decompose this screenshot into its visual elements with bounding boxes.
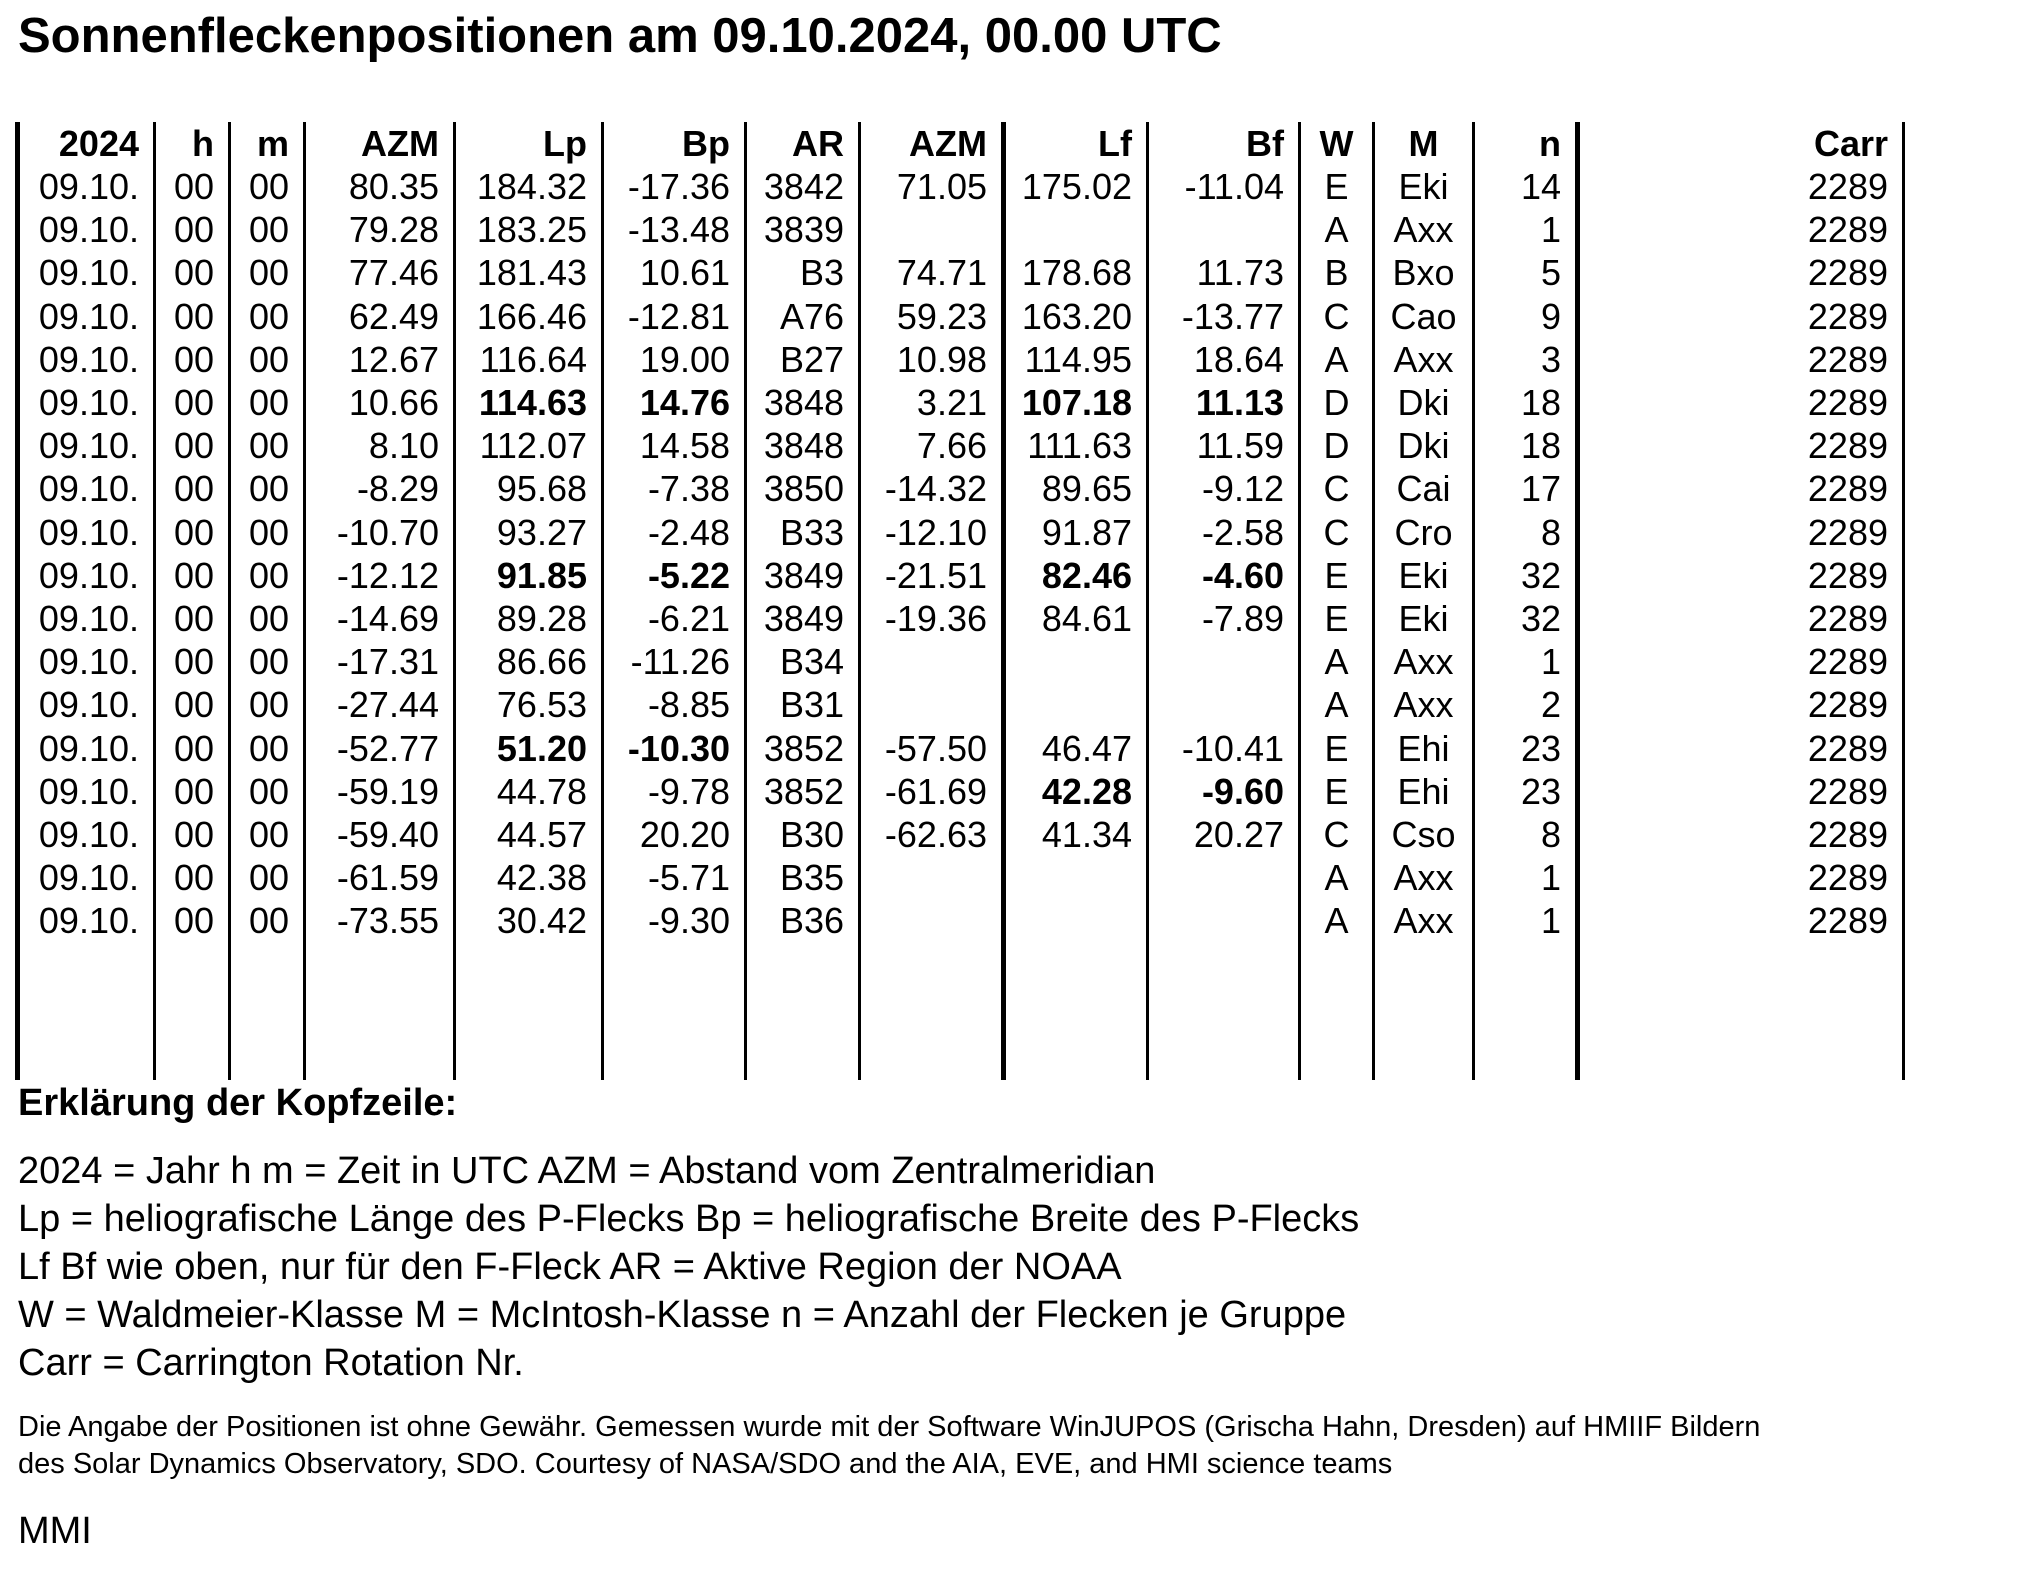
table-cell: 00 [173,727,214,769]
table-cell: 42.28 [1041,770,1132,812]
table-cell: -7.89 [1201,598,1284,639]
table-cell: -52.77 [336,727,439,769]
table-cell: Ehi [1397,770,1450,812]
table-cell: 62.49 [348,295,439,337]
table-cell: B34 [779,641,844,683]
table-cell: E [1324,727,1349,769]
page-title: Sonnenfleckenpositionen am 09.10.2024, 00.00 UTC [18,9,1222,63]
table-cell: 00 [173,684,214,726]
table-cell: 09.10. [38,641,139,683]
table-cell: 163.20 [1021,295,1132,337]
table-cell: 3839 [763,209,844,251]
table-cell: Axx [1393,900,1454,942]
table-cell [861,899,987,942]
table-cell: -17.31 [336,641,439,683]
table-cell: -9.78 [647,770,730,812]
table-cell: 00 [173,468,214,510]
table-cell [1149,208,1284,251]
table-cell: -11.04 [1184,166,1284,207]
table-cell: 178.68 [1021,252,1132,294]
table-cell: 3852 [763,770,844,812]
table-cell: 14.58 [639,425,730,467]
table-cell: 89.28 [496,598,587,639]
table-cell: 2289 [1807,857,1888,899]
column-header: Lp [543,123,587,164]
column-header: W [1319,123,1354,164]
table-cell: 2289 [1807,770,1888,812]
table-cell: Eki [1398,166,1449,207]
table-cell: E [1324,770,1349,812]
table-cell [861,683,987,726]
column-header: Lf [1098,123,1132,164]
table-cell: 2289 [1807,684,1888,726]
table-cell: 00 [173,295,214,337]
table-cell: Cro [1394,511,1453,553]
table-cell: A [1324,857,1349,899]
table-cell: -5.71 [647,857,730,899]
table-cell: 95.68 [496,468,587,510]
table-cell: 82.46 [1041,554,1132,596]
table-cell: Dki [1397,382,1450,423]
table-cell: 3 [1540,338,1561,380]
table-cell: 11.13 [1195,382,1284,423]
table-cell: 00 [173,900,214,942]
table-cell: 10.98 [896,338,987,380]
table-cell: -73.55 [336,900,439,942]
table-cell: Dki [1397,425,1450,467]
table-cell: Cso [1391,814,1456,855]
table-cell: -7.38 [647,468,730,510]
table-cell: 19.00 [639,338,730,380]
disclaimer-line: des Solar Dynamics Observatory, SDO. Courtesy of NASA/SDO and the AIA, EVE, and HMI science teams [18,1448,1393,1480]
column-header: AZM [909,123,987,164]
table-cell: 2289 [1807,598,1888,639]
table-cell: -4.60 [1201,554,1284,596]
table-cell: 00 [248,338,289,380]
table-cell: 2289 [1807,252,1888,294]
table-cell: -61.69 [884,770,987,812]
table-cell: 2289 [1807,641,1888,683]
column-header: 2024 [58,123,139,164]
table-cell: -8.29 [356,468,439,510]
table-cell: B35 [779,857,844,899]
table-cell: 2289 [1807,166,1888,207]
table-cell: 09.10. [38,425,139,467]
table-cell: 00 [173,641,214,683]
table-cell: 3849 [763,554,844,596]
table-cell: E [1324,554,1349,596]
table-cell: Ehi [1397,727,1450,769]
table-cell: -14.69 [336,598,439,639]
table-cell: 1 [1540,900,1561,942]
table-cell: 2289 [1807,554,1888,596]
table-cell [1149,683,1284,726]
table-cell [1149,899,1284,942]
table-cell: -12.12 [336,554,439,596]
table-cell: 107.18 [1021,382,1132,423]
table-cell: -11.26 [630,641,730,683]
table-cell: -10.41 [1181,727,1284,769]
table-cell: 111.63 [1027,425,1132,467]
table-cell [861,208,987,251]
table-cell: E [1324,598,1349,639]
table-cell: 00 [248,770,289,812]
table-cell: -8.85 [647,684,730,726]
table-cell: Cai [1396,468,1451,510]
table-cell: Axx [1393,857,1454,899]
table-cell: -6.21 [647,598,730,639]
table-cell: 9 [1540,295,1561,337]
table-cell: B3 [799,252,844,294]
table-cell: 09.10. [38,727,139,769]
table-cell: 20.27 [1193,814,1284,855]
table-cell: -10.70 [336,511,439,553]
table-cell: 3849 [763,598,844,639]
table-cell: 80.35 [348,166,439,207]
table-cell: 09.10. [38,166,139,207]
column-header: Bp [682,123,730,164]
table-cell: 2289 [1807,814,1888,855]
legend-line: W = Waldmeier-Klasse M = McIntosh-Klasse n = Anzahl der Flecken je Gruppe [18,1294,1347,1336]
table-cell: -9.30 [647,900,730,942]
table-cell: 12.67 [348,338,439,380]
table-cell: 84.61 [1041,598,1132,639]
table-cell: B30 [779,814,844,855]
table-cell: 32 [1520,554,1561,596]
table-cell: B27 [779,338,844,380]
table-cell: 00 [248,425,289,467]
table-cell: Axx [1393,684,1454,726]
table-cell: C [1323,511,1350,553]
table-cell: 71.05 [896,166,987,207]
table-cell: 23 [1520,770,1561,812]
table-cell: 00 [248,900,289,942]
table-cell: 00 [248,727,289,769]
table-cell: 5 [1540,252,1561,294]
table-cell: Cao [1390,295,1457,337]
table-cell: 79.28 [348,209,439,251]
legend-line: 2024 = Jahr h m = Zeit in UTC AZM = Abstand vom Zentralmeridian [18,1150,1156,1192]
legend-line: Lf Bf wie oben, nur für den F-Fleck AR = Aktive Region der NOAA [18,1246,1122,1288]
table-cell [1149,856,1284,899]
table-cell [1004,683,1132,726]
table-cell: 00 [173,857,214,899]
table-cell: -13.77 [1181,295,1284,337]
table-cell: Axx [1393,338,1454,380]
table-cell: 00 [248,511,289,553]
table-cell: 09.10. [38,857,139,899]
table-cell: 42.38 [496,857,587,899]
table-cell: 00 [173,511,214,553]
table-cell: 3852 [763,727,844,769]
table-cell: -19.36 [884,598,987,639]
table-cell: -12.81 [627,295,730,337]
table-cell [1004,856,1132,899]
table-cell: C [1323,814,1350,855]
table-cell: 89.65 [1041,468,1132,510]
table-cell: A [1324,209,1349,251]
table-cell: 09.10. [38,468,139,510]
table-cell: 09.10. [38,511,139,553]
disclaimer [18,1409,2018,1483]
table-cell: 2289 [1807,382,1888,423]
table-cell: 1 [1540,209,1561,251]
table-cell: C [1323,295,1350,337]
table-cell: -17.36 [627,166,730,207]
table-cell: 00 [248,857,289,899]
table-cell: -59.19 [336,770,439,812]
table-cell: -21.51 [884,554,987,596]
table-cell: 112.07 [479,425,587,467]
legend-line: Lp = heliografische Länge des P-Flecks Bp = heliografische Breite des P-Flecks [18,1198,1360,1240]
table-cell: 181.43 [476,252,587,294]
table-cell: A [1324,684,1349,726]
table-cell: D [1323,425,1350,467]
table-cell: 00 [173,770,214,812]
table-cell: 00 [248,295,289,337]
table-cell: 09.10. [38,554,139,596]
table-cell: 8 [1540,814,1561,855]
table-cell: 2289 [1807,900,1888,942]
table-cell: A76 [779,295,844,337]
table-cell: -9.60 [1201,770,1284,812]
table-cell: 116.64 [479,338,587,380]
table-cell: 14.76 [639,382,730,423]
table-cell: 18 [1520,425,1561,467]
table-cell: 8.10 [368,425,439,467]
table-cell: 00 [173,209,214,251]
table-cell: 09.10. [38,209,139,251]
table-cell: 166.46 [476,295,587,337]
table-cell: 09.10. [38,598,139,639]
sunspot-table [0,122,2032,1080]
table-cell: A [1324,900,1349,942]
table-cell: 00 [173,338,214,380]
table-cell: 46.47 [1041,727,1132,769]
table-cell: 09.10. [38,382,139,423]
column-header: AZM [361,123,439,164]
table-cell: 1 [1540,857,1561,899]
table-cell: 1 [1540,641,1561,683]
table-cell: 2 [1540,684,1561,726]
table-cell [1149,640,1284,683]
table-cell: 2289 [1807,468,1888,510]
table-cell: 41.34 [1041,814,1132,855]
disclaimer-line: Die Angabe der Positionen ist ohne Gewähr. Gemessen wurde mit der Software WinJUPOS (Grischa Hahn, Dresden) auf HMIIF Bildern [18,1411,1761,1443]
table-cell: 8 [1540,511,1561,553]
column-header: Carr [1813,123,1888,164]
table-cell: D [1323,382,1350,423]
table-cell: 44.57 [496,814,587,855]
table-cell: Axx [1393,209,1454,251]
table-cell: 44.78 [496,770,587,812]
table-cell: 175.02 [1021,166,1132,207]
table-cell: 2289 [1807,295,1888,337]
table-cell: -5.22 [647,554,730,596]
table-cell: 77.46 [348,252,439,294]
table-cell: 00 [173,252,214,294]
table-cell: 3850 [763,468,844,510]
column-header: h [192,123,214,164]
table-cell: -59.40 [336,814,439,855]
table-cell: 2289 [1807,511,1888,553]
table-cell: 10.66 [348,382,439,423]
table-cell: -61.59 [336,857,439,899]
table-cell [1004,899,1132,942]
table-cell: 76.53 [496,684,587,726]
table-cell: -9.12 [1201,468,1284,510]
column-header: M [1408,123,1439,164]
legend-line: Carr = Carrington Rotation Nr. [18,1342,524,1384]
table-cell: 00 [248,209,289,251]
column-header: n [1539,123,1561,164]
table-cell: 09.10. [38,770,139,812]
table-cell: 00 [248,598,289,639]
table-cell: Bxo [1392,252,1455,294]
table-cell: A [1324,338,1349,380]
table-cell: -13.48 [627,209,730,251]
table-cell: 00 [173,814,214,855]
column-header: Bf [1246,123,1284,164]
table-cell: 00 [248,166,289,207]
table-cell: Axx [1393,641,1454,683]
legend-heading: Erklärung der Kopfzeile: [18,1082,458,1124]
table-cell [1004,208,1132,251]
legend [18,1079,2018,1555]
table-cell: 114.63 [478,382,587,423]
table-cell: -57.50 [884,727,987,769]
table-cell: 00 [248,468,289,510]
table-cell: 10.61 [639,252,730,294]
table-cell: Eki [1398,554,1449,596]
table-cell: 11.73 [1196,252,1284,294]
table-cell: 09.10. [38,900,139,942]
table-cell: 09.10. [38,338,139,380]
table-cell [861,856,987,899]
table-cell: 3.21 [916,382,987,423]
table-cell: 183.25 [476,209,587,251]
table-cell: 09.10. [38,295,139,337]
table-cell: 00 [248,252,289,294]
table-cell: 00 [173,166,214,207]
table-cell: 2289 [1807,338,1888,380]
table-cell: -12.10 [884,511,987,553]
column-header: m [256,123,289,164]
table-cell: Eki [1398,598,1449,639]
table-cell: 20.20 [639,814,730,855]
table-cell: 23 [1520,727,1561,769]
table-cell: 00 [173,425,214,467]
table-cell: 86.66 [496,641,587,683]
table-cell: 51.20 [496,727,587,769]
table-cell: 00 [248,641,289,683]
table-cell: -62.63 [884,814,987,855]
table-cell: B [1324,252,1349,294]
table-cell: 00 [248,382,289,423]
table-cell: 2289 [1807,425,1888,467]
table-cell: 00 [173,554,214,596]
table-cell: -10.30 [627,727,730,769]
table-cell: 00 [173,382,214,423]
table-cell: 114.95 [1024,338,1132,380]
table-cell: -2.58 [1201,511,1284,553]
column-header: AR [792,123,844,164]
signature: MMI [18,1510,92,1552]
table-cell: -27.44 [336,684,439,726]
table-cell: 93.27 [496,511,587,553]
table-cell: 00 [173,598,214,639]
table-cell: E [1324,166,1349,207]
table-cell: 59.23 [896,295,987,337]
table-cell: 17 [1520,468,1561,510]
table-cell: 2289 [1807,727,1888,769]
table-cell: 7.66 [916,425,987,467]
table-cell: B31 [779,684,844,726]
table-cell: 00 [248,684,289,726]
table-cell: 00 [248,814,289,855]
table-cell: 30.42 [496,900,587,942]
table-cell: -14.32 [884,468,987,510]
table-cell: B36 [779,900,844,942]
table-cell: B33 [779,511,844,553]
table-cell: 18.64 [1193,338,1284,380]
table-cell: 3848 [763,382,844,423]
table-cell: 3842 [763,166,844,207]
table-cell: 3848 [763,425,844,467]
table-cell: 09.10. [38,252,139,294]
table-cell: 14 [1520,166,1561,207]
table-cell: 91.85 [496,554,587,596]
table-cell: 09.10. [38,814,139,855]
legend-lines [18,1147,2018,1387]
table-cell: 32 [1520,598,1561,639]
table-cell: 74.71 [896,252,987,294]
table-cell [861,640,987,683]
table-cell: 2289 [1807,209,1888,251]
table-cell: 09.10. [38,684,139,726]
table-cell: 00 [248,554,289,596]
table-cell: -2.48 [647,511,730,553]
table-cell [1004,640,1132,683]
table-cell: A [1324,641,1349,683]
table-cell: 18 [1520,382,1561,423]
table-cell: 184.32 [476,166,587,207]
table-cell: 11.59 [1196,425,1284,467]
table-cell: C [1323,468,1350,510]
table-cell: 91.87 [1041,511,1132,553]
column-divider [1902,122,1905,1080]
